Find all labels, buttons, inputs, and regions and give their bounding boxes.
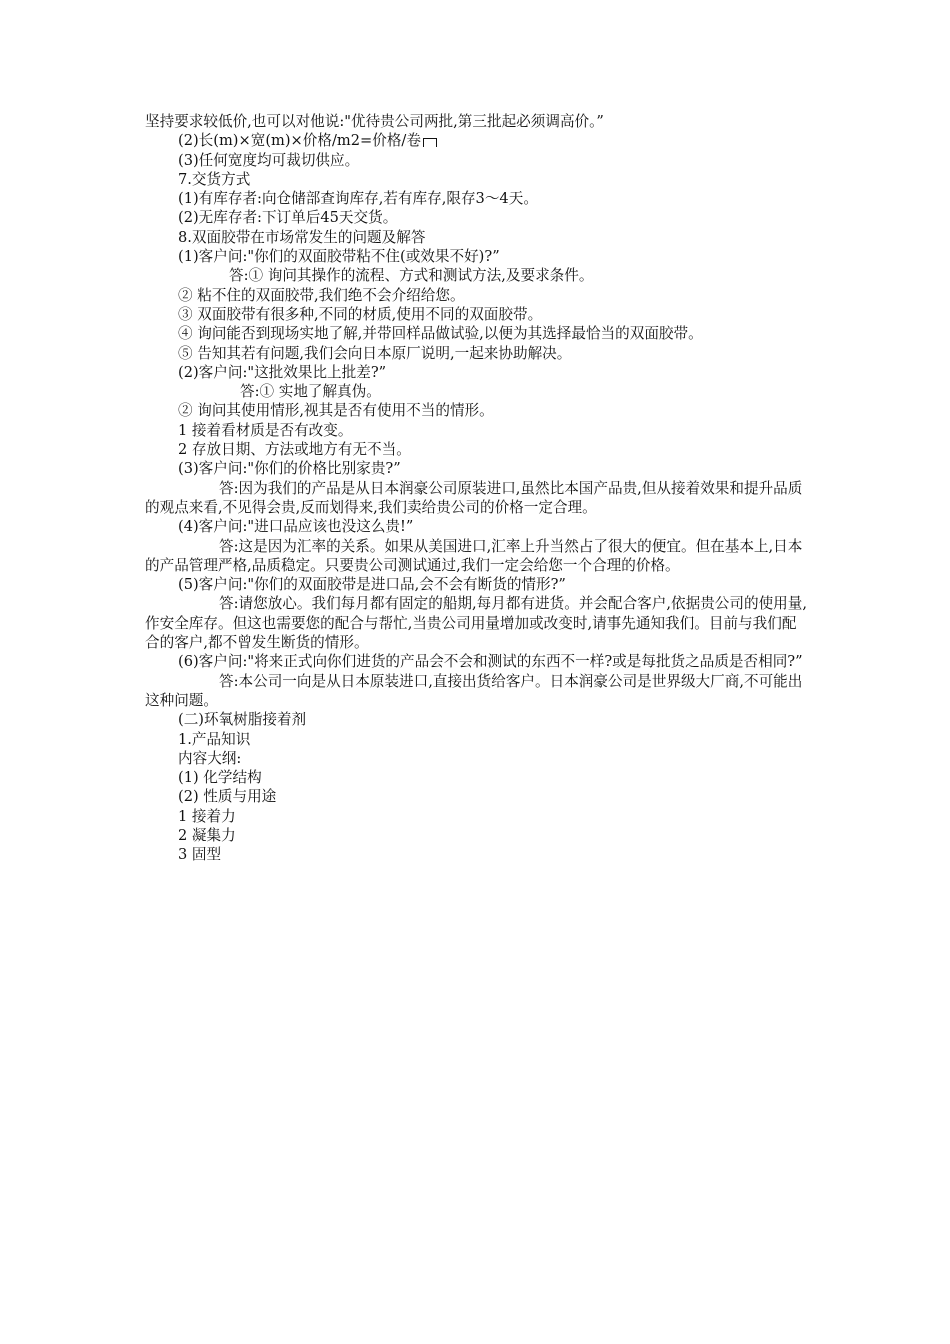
text-line: 坚持要求较低价,也可以对他说:"优待贵公司两批,第三批起必须调高价。” [145,113,604,130]
question-line: (2)客户问:"这批效果比上批差?” [178,363,387,381]
text-line: 3 固型 [178,846,222,864]
answer-paragraph: 答:请您放心。我们每月都有固定的船期,每月都有进货。并会配合客户,依据贵公司的使用量,作安全库存。但这也需要您的配合与帮忙,当贵公司用量增加或改变时,请事先通知我们。目前与我们配合的客户,都不曾发生断货的情形。 [145,595,807,652]
question-line: (3)客户问:"你们的价格比别家贵?” [178,460,401,478]
text-line: 1 接着力 [178,807,236,825]
answer-paragraph: 答:这是因为汇率的关系。如果从美国进口,汇率上升当然占了很大的便宜。但在基本上,日本的产品管理严格,品质稳定。只要贵公司测试通过,我们一定会给您一个合理的价格。 [145,537,803,574]
section-heading: 7.交货方式 [178,170,251,188]
question-line: (1)客户问:"你们的双面胶带粘不住(或效果不好)?” [178,248,500,266]
answer-line: 答:① 询问其操作的流程、方式和测试方法,及要求条件。 [229,267,594,285]
text-line: (2) 性质与用途 [178,788,277,806]
section-heading: 1.产品知识 [178,730,251,748]
text-line: (2)长(m)×宽(m)×价格/m2=价格/卷 [145,131,807,150]
section-heading: 8.双面胶带在市场常发生的问题及解答 [178,228,426,246]
text-line: (1)有库存者:向仓储部查询库存,若有库存,限存3～4天。 [178,190,538,208]
section-heading: (二)环氧树脂接着剂 [178,711,307,729]
text-line: (3)任何宽度均可裁切供应。 [178,151,360,169]
text-line: 1 接着看材质是否有改变。 [178,421,353,439]
text-line: (1) 化学结构 [178,769,262,787]
text-line: 内容大纲: [178,749,242,767]
question-paragraph: (6)客户问:"将来正式向你们进货的产品会不会和测试的东西不一样?或是每批货之品质是否相同?” [178,653,803,671]
text-line: 2 凝集力 [178,826,236,844]
document-body [145,112,807,865]
text-line: ③ 双面胶带有很多种,不同的材质,使用不同的双面胶带。 [178,305,543,323]
question-line: (5)客户问:"你们的双面胶带是进口品,会不会有断货的情形?” [178,576,566,594]
answer-paragraph: 答:因为我们的产品是从日本润豪公司原装进口,虽然比本国产品贵,但从接着效果和提升品质的观点来看,不见得会贵,反而划得来,我们卖给贵公司的价格一定合理。 [145,479,803,516]
text-line: ⑤ 告知其若有问题,我们会向日本原厂说明,一起来协助解决。 [178,344,572,362]
question-line: (4)客户问:"进口品应该也没这么贵!” [178,518,414,536]
text-line: ② 询问其使用情形,视其是否有使用不当的情形。 [178,402,494,420]
answer-paragraph: 答:本公司一向是从日本原装进口,直接出货给客户。日本润豪公司是世界级大厂商,不可能出这种问题。 [145,672,803,709]
text-line: ④ 询问能否到现场实地了解,并带回样品做试验,以便为其选择最恰当的双面胶带。 [178,325,703,343]
text-cursor-mark [423,138,437,147]
text-line: 2 存放日期、方法或地方有无不当。 [178,441,411,459]
text-line: (2)无库存者:下订单后45天交货。 [178,209,398,227]
answer-line: 答:① 实地了解真伪。 [240,383,381,401]
text-line: ② 粘不住的双面胶带,我们绝不会介绍给您。 [178,286,465,304]
